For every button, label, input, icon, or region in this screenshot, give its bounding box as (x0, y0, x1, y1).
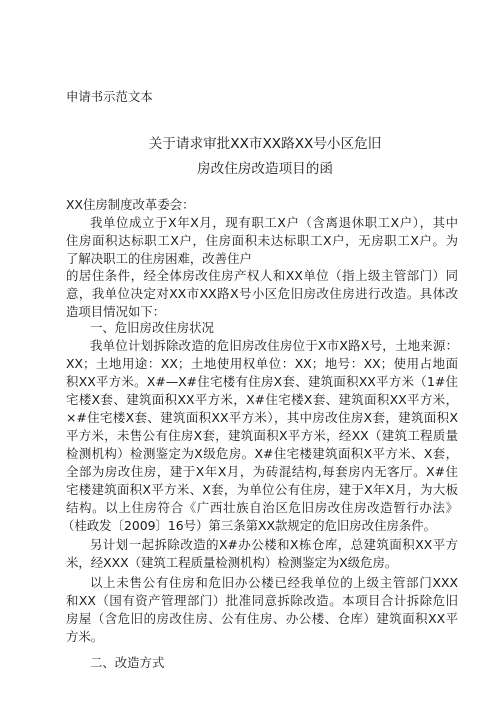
paragraph-line: 住房面积达标职工X户，住房面积未达标职工X户，无房职工X户。为 (66, 233, 458, 248)
paragraph-line: 结构。以上住房符合《广西壮族自治区危旧房改住房改造暂行办法》 (66, 500, 458, 515)
paragraph-line: 积XX平方米。X#—X#住宅楼有住房X套、建筑面积XX平方米（1#住 (66, 374, 458, 389)
paragraph-line: 全部为房改住房，建于X年X月，为砖混结构,每套房内无客厅。X#住 (66, 464, 458, 479)
paragraph-line: XX；土地用途：XX；土地使用权单位：XX；地号：XX；使用占地面 (66, 356, 458, 371)
paragraph-line: 以上未售公有住房和危旧办公楼已经我单位的上级主管部门XXX (90, 575, 458, 590)
section-heading-2: 二、改造方式 (90, 655, 165, 670)
paragraph-line: ×#住宅楼X套、建筑面积XX平方米），其中房改住房X套，建筑面积X (66, 410, 458, 425)
title-line-1: 关于请求审批XX市XX路XX号小区危旧 (148, 136, 382, 152)
salutation: XX住房制度改革委会： (66, 197, 195, 212)
paragraph-line: 我单位计划拆除改造的危旧房改住房位于X市X路X号，土地来源： (90, 338, 458, 353)
section-heading-1: 一、危旧房改住房状况 (90, 320, 214, 335)
paragraph-line: 米，经XXX（建筑工程质量检测机构）检测鉴定为X级危房。 (66, 555, 398, 570)
paragraph-line: 造项目情况如下： (66, 304, 166, 319)
paragraph-line: 宅楼建筑面积X平方米、X套，为单位公有住房，建于X年X月，为大板 (66, 482, 458, 497)
paragraph-line: 检测机构）检测鉴定为X级危房。X#住宅楼建筑面积X平方米、X套， (66, 446, 458, 461)
paragraph-line: （桂政发〔2009〕16号）第三条第XX款规定的危旧房改住房条件。 (62, 518, 437, 533)
paragraph-line: 意，我单位决定对XX市XX路X号小区危旧房改住房进行改造。具体改 (66, 286, 458, 301)
paragraph-line: 平方米，未售公有住房X套，建筑面积X平方米，经XX（建筑工程质量 (66, 428, 458, 443)
paragraph-line: 的居住条件，经全体房改住房产权人和XX单位（指上级主管部门）同 (66, 268, 458, 283)
paragraph-line: 房屋（含危旧的房改住房、公有住房、办公楼、仓库）建筑面积XX平 (66, 611, 458, 626)
paragraph-line: 宅楼X套、建筑面积XX平方米，X#住宅楼X套、建筑面积XX平方米， (66, 392, 458, 407)
header-label: 申请书示范文本 (66, 89, 153, 104)
paragraph-line: 方米。 (66, 629, 104, 644)
paragraph-line: 和XX（国有资产管理部门）批准同意拆除改造。本项目合计拆除危旧 (66, 593, 458, 608)
paragraph-line: 我单位成立于X年X月，现有职工X户（含离退休职工X户），其中 (90, 215, 458, 230)
paragraph-line: 了解决职工的住房困难，改善住户 (66, 251, 252, 266)
title-line-2: 房改住房改造项目的函 (197, 161, 333, 177)
paragraph-line: 另计划一起拆除改造的X#办公楼和X栋仓库，总建筑面积XX平方 (90, 537, 458, 552)
